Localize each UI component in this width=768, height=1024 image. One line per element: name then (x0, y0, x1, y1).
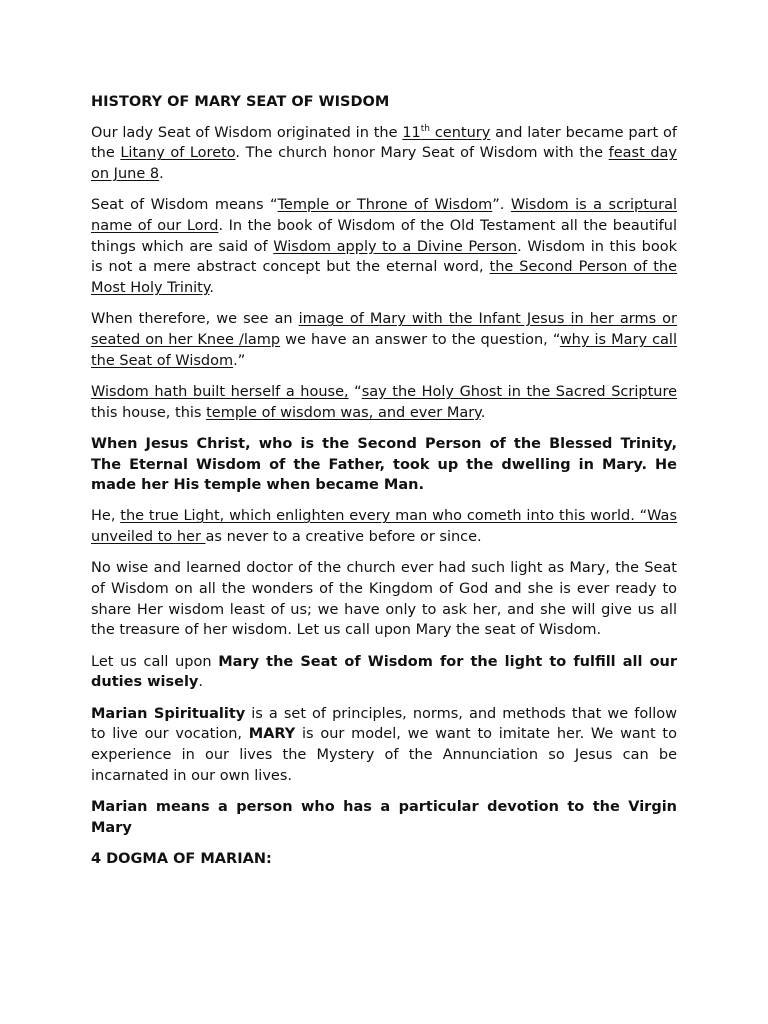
text-span: .” (233, 352, 246, 369)
text-span: is a set of principles, norms, and methods that we follow to live our vocation, (91, 705, 677, 743)
section-heading-dogma: 4 DOGMA OF MARIAN: (91, 850, 272, 867)
text-span: is our model, we want to imitate her. We want to experience in our lives the Mystery of the Annunciation so Jesus can be incarnated in our own lives. (91, 726, 677, 784)
text-span: this house, this (91, 404, 207, 421)
paragraph-marian-spirituality (91, 704, 677, 787)
text-span: He, (91, 508, 121, 525)
paragraph-jesus-christ: When Jesus Christ, who is the Second Person of the Blessed Trinity, The Eternal Wisdom of the Father, took up the dwelling in Mary. He made her His temple when became Man. (91, 435, 677, 494)
paragraph-true-light (91, 506, 677, 547)
paragraph-doctor-of-church: No wise and learned doctor of the church ever had such light as Mary, the Seat of Wisdom on all the wonders of the Kingdom of God and she is ever ready to share Her wisdom least of us; we have only to ask her, and she will give us all the treasure of her wisdom. Let us call upon Mary the seat of Wisdom. (91, 560, 677, 639)
text-span: “ (348, 383, 362, 400)
text-span: Our lady Seat of Wisdom originated in the (91, 124, 403, 141)
feast-day-text: feast day on June 8 (91, 145, 677, 183)
paragraph-marian-definition: Marian means a person who has a particular devotion to the Virgin Mary (91, 798, 677, 836)
text-span: . Wisdom in this book is not a mere abstract concept but the eternal word, (91, 238, 677, 276)
litany-of-loreto-text: Litany of Loreto (120, 145, 236, 162)
scriptural-name-text: Wisdom is a scriptural name of our Lord (91, 197, 677, 235)
mary-bold-text: MARY (248, 726, 296, 743)
paragraph-meaning (91, 195, 677, 299)
text-span: Let us call upon (91, 653, 219, 670)
document-title: HISTORY OF MARY SEAT OF WISDOM (91, 94, 390, 110)
marian-spirituality-term: Marian Spirituality (91, 705, 246, 722)
call-upon-bold-text: Mary the Seat of Wisdom for the light to fulfill all our duties wisely (91, 653, 678, 691)
text-span: . In the book of Wisdom of the Old Testament all the beautiful things which are said of (91, 218, 677, 255)
wisdom-house-text: Wisdom hath built herself a house, (91, 383, 349, 400)
century-number: 11 (402, 124, 421, 141)
holy-ghost-text: say the Holy Ghost in the Sacred Scripture (361, 383, 678, 400)
century-superscript: th (420, 123, 431, 134)
century-word: century (430, 124, 491, 141)
paragraph-house (91, 382, 677, 423)
why-seat-of-wisdom-text: why is Mary call the Seat of Wisdom (91, 332, 677, 369)
paragraph-image-of-mary (91, 309, 677, 371)
text-span: we have an answer to the question, “ (280, 332, 560, 349)
text-span: . (159, 166, 164, 183)
text-span: . (480, 404, 486, 421)
text-span: . (209, 280, 214, 297)
text-span: and later became part of the (91, 124, 677, 162)
temple-throne-text: Temple or Throne of Wisdom (277, 197, 493, 214)
paragraph-call-upon (91, 652, 677, 693)
text-span: ”. (492, 197, 511, 214)
image-of-mary-text: image of Mary with the Infant Jesus in her arms or seated on her Knee /lamp (91, 311, 678, 349)
divine-person-text: Wisdom apply to a Divine Person (273, 238, 518, 255)
century-underlined (402, 125, 490, 141)
document-page (91, 92, 677, 880)
temple-of-wisdom-text: temple of wisdom was, and ever Mary (206, 404, 481, 421)
text-span: Seat of Wisdom means “ (91, 197, 278, 214)
second-person-text: the Second Person of the Most Holy Trinity (91, 259, 678, 297)
true-light-text: the true Light, which enlighten every man who cometh into this world. “Was unveiled to her (91, 508, 677, 546)
paragraph-origin (91, 123, 677, 185)
text-span: as never to a creative before or since. (205, 529, 482, 546)
text-span: . (198, 674, 203, 691)
text-span: When therefore, we see an (91, 311, 299, 328)
text-span: . The church honor Mary Seat of Wisdom with the (235, 145, 609, 162)
